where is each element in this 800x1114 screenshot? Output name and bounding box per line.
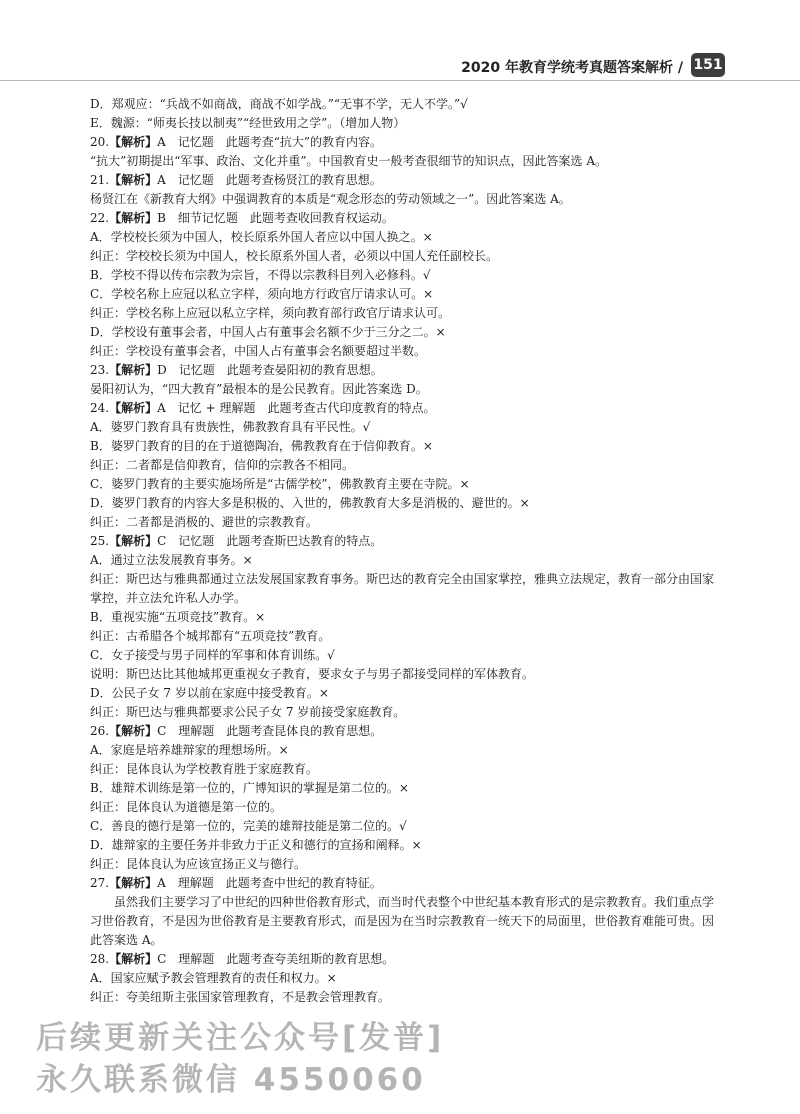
question-analysis-heading [90, 171, 720, 190]
line-text: D 记忆题 此题考查晏阳初的教育思想。 [157, 363, 383, 377]
analysis-tag: 【解析】 [109, 211, 158, 225]
line-text: B．学校不得以传布宗教为宗旨，不得以宗教科目列入必修科。√ [90, 268, 431, 282]
line-text: 晏阳初认为，“四大教育”最根本的是公民教育。因此答案选 D。 [90, 382, 428, 396]
text-line [90, 190, 720, 209]
line-text: 纠正：学校校长须为中国人，校长原系外国人者，必须以中国人充任副校长。 [90, 249, 499, 263]
text-line [90, 969, 720, 988]
question-number: 27. [90, 876, 110, 890]
line-text: 纠正：昆体良认为学校教育胜于家庭教育。 [90, 762, 319, 776]
text-line [90, 665, 720, 684]
text-line [90, 266, 720, 285]
page-header [0, 0, 800, 81]
text-line [90, 418, 720, 437]
text-line [90, 475, 720, 494]
line-text: A．学校校长须为中国人，校长原系外国人者应以中国人换之。× [90, 230, 433, 244]
question-analysis-heading [90, 399, 720, 418]
question-number: 22. [90, 211, 110, 225]
question-analysis-heading [90, 874, 720, 893]
question-number: 26. [90, 724, 110, 738]
analysis-tag: 【解析】 [109, 173, 158, 187]
answer-analysis-body [90, 95, 720, 1007]
line-text: 纠正：二者都是消极的、避世的宗教教育。 [90, 515, 319, 529]
text-line [90, 152, 720, 171]
analysis-tag: 【解析】 [109, 363, 158, 377]
line-text: C．女子接受与男子同样的军事和体育训练。√ [90, 648, 335, 662]
text-line [90, 627, 720, 646]
text-line [90, 285, 720, 304]
line-text: D．学校设有董事会者，中国人占有董事会名额不少于三分之二。× [90, 325, 446, 339]
question-number: 21. [90, 173, 110, 187]
line-text: C．婆罗门教育的主要实施场所是“古儒学校”，佛教教育主要在寺院。× [90, 477, 470, 491]
line-text: A 记忆 + 理解题 此题考查古代印度教育的特点。 [157, 401, 436, 415]
line-text: 纠正：学校名称上应冠以私立字样，须向教育部行政官厅请求认可。 [90, 306, 451, 320]
text-line [90, 760, 720, 779]
line-text: A 记忆题 此题考查“抗大”的教育内容。 [157, 135, 383, 149]
line-text: 说明：斯巴达比其他城邦更重视女子教育，要求女子与男子都接受同样的军体教育。 [90, 667, 535, 681]
text-line [90, 551, 720, 570]
line-text: B．重视实施“五项竞技”教育。× [90, 610, 266, 624]
analysis-tag: 【解析】 [109, 135, 158, 149]
page-number-badge: 151 [691, 53, 725, 77]
line-text: D．婆罗门教育的内容大多是积极的、入世的，佛教教育大多是消极的、避世的。× [90, 496, 530, 510]
line-text: A．通过立法发展教育事务。× [90, 553, 253, 567]
text-line [90, 988, 720, 1007]
text-line [90, 703, 720, 722]
line-text: B．雄辩术训练是第一位的，广博知识的掌握是第二位的。× [90, 781, 409, 795]
text-line [90, 228, 720, 247]
line-text: C 记忆题 此题考查斯巴达教育的特点。 [157, 534, 383, 548]
text-line [90, 456, 720, 475]
line-text: C．善良的德行是第一位的，完美的雄辩技能是第二位的。√ [90, 819, 407, 833]
line-text: “抗大”初期提出“军事、政治、文化并重”。中国教育史一般考查很细节的知识点，因此答案选 A。 [90, 154, 608, 168]
text-line [90, 893, 720, 950]
question-number: 25. [90, 534, 110, 548]
line-text: D．雄辩家的主要任务并非致力于正义和德行的宣扬和阐释。× [90, 838, 422, 852]
text-line [90, 323, 720, 342]
text-line [90, 798, 720, 817]
watermark-line-2: 永久联系微信 4550060 [36, 1062, 426, 1098]
header-title: 2020 年教育学统考真题答案解析 / [461, 60, 683, 76]
question-analysis-heading [90, 361, 720, 380]
analysis-tag: 【解析】 [109, 534, 158, 548]
text-line [90, 304, 720, 323]
line-text: C 理解题 此题考查昆体良的教育思想。 [157, 724, 383, 738]
question-number: 28. [90, 952, 110, 966]
text-line [90, 855, 720, 874]
question-number: 24. [90, 401, 110, 415]
question-analysis-heading [90, 133, 720, 152]
text-line [90, 513, 720, 532]
line-text: 纠正：夸美纽斯主张国家管理教育，不是教会管理教育。 [90, 990, 391, 1004]
text-line [90, 95, 720, 114]
line-text: 虽然我们主要学习了中世纪的四种世俗教育形式，而当时代表整个中世纪基本教育形式的是宗教教育。我们重点学习世俗教育，不是因为世俗教育是主要教育形式，而是因为在当时宗教教育一统天下的局面里，世俗教育难能可贵。因此答案选 A。 [90, 895, 715, 947]
line-text: A．婆罗门教育具有贵族性，佛教教育具有平民性。√ [90, 420, 371, 434]
watermark-line-1: 后续更新关注公众号[发普] [36, 1020, 445, 1056]
analysis-tag: 【解析】 [109, 401, 158, 415]
line-text: A 记忆题 此题考查杨贤江的教育思想。 [157, 173, 382, 187]
text-line [90, 646, 720, 665]
question-number: 23. [90, 363, 110, 377]
question-number: 20. [90, 135, 110, 149]
question-analysis-heading [90, 722, 720, 741]
line-text: D．公民子女 7 岁以前在家庭中接受教育。× [90, 686, 329, 700]
question-analysis-heading [90, 532, 720, 551]
line-text: C．学校名称上应冠以私立字样，须向地方行政官厅请求认可。× [90, 287, 434, 301]
line-text: 纠正：斯巴达与雅典都要求公民子女 7 岁前接受家庭教育。 [90, 705, 406, 719]
line-text: A．国家应赋予教会管理教育的责任和权力。× [90, 971, 337, 985]
question-analysis-heading [90, 950, 720, 969]
text-line [90, 608, 720, 627]
line-text: 杨贤江在《新教育大纲》中强调教育的本质是“观念形态的劳动领域之一”。因此答案选 A。 [90, 192, 571, 206]
text-line [90, 437, 720, 456]
analysis-tag: 【解析】 [109, 724, 158, 738]
text-line [90, 342, 720, 361]
text-line [90, 817, 720, 836]
analysis-tag: 【解析】 [109, 952, 158, 966]
text-line [90, 114, 720, 133]
line-text: B 细节记忆题 此题考查收回教育权运动。 [157, 211, 394, 225]
text-line [90, 380, 720, 399]
text-line [90, 684, 720, 703]
line-text: 纠正：昆体良认为道德是第一位的。 [90, 800, 283, 814]
line-text: 纠正：二者都是信仰教育，信仰的宗教各不相同。 [90, 458, 355, 472]
question-analysis-heading [90, 209, 720, 228]
line-text: 纠正：斯巴达与雅典都通过立法发展国家教育事务。斯巴达的教育完全由国家掌控，雅典立法规定，教育一部分由国家掌控，并立法允许私人办学。 [90, 572, 715, 605]
analysis-tag: 【解析】 [109, 876, 158, 890]
text-line [90, 247, 720, 266]
text-line [90, 779, 720, 798]
line-text: 纠正：昆体良认为应该宣扬正义与德行。 [90, 857, 307, 871]
text-line [90, 836, 720, 855]
line-text: C 理解题 此题考查夸美纽斯的教育思想。 [157, 952, 395, 966]
line-text: E．魏源：“师夷长技以制夷”“经世致用之学”。（增加人物） [90, 116, 406, 130]
text-line [90, 494, 720, 513]
line-text: A 理解题 此题考查中世纪的教育特征。 [157, 876, 382, 890]
line-text: 纠正：学校设有董事会者，中国人占有董事会名额要超过半数。 [90, 344, 427, 358]
line-text: B．婆罗门教育的目的在于道德陶冶，佛教教育在于信仰教育。× [90, 439, 433, 453]
line-text: 纠正：古希腊各个城邦都有“五项竞技”教育。 [90, 629, 331, 643]
text-line [90, 741, 720, 760]
line-text: A．家庭是培养雄辩家的理想场所。× [90, 743, 289, 757]
line-text: D．郑观应：“兵战不如商战，商战不如学战。”“无事不学，无人不学。”√ [90, 97, 468, 111]
text-line [90, 570, 720, 608]
